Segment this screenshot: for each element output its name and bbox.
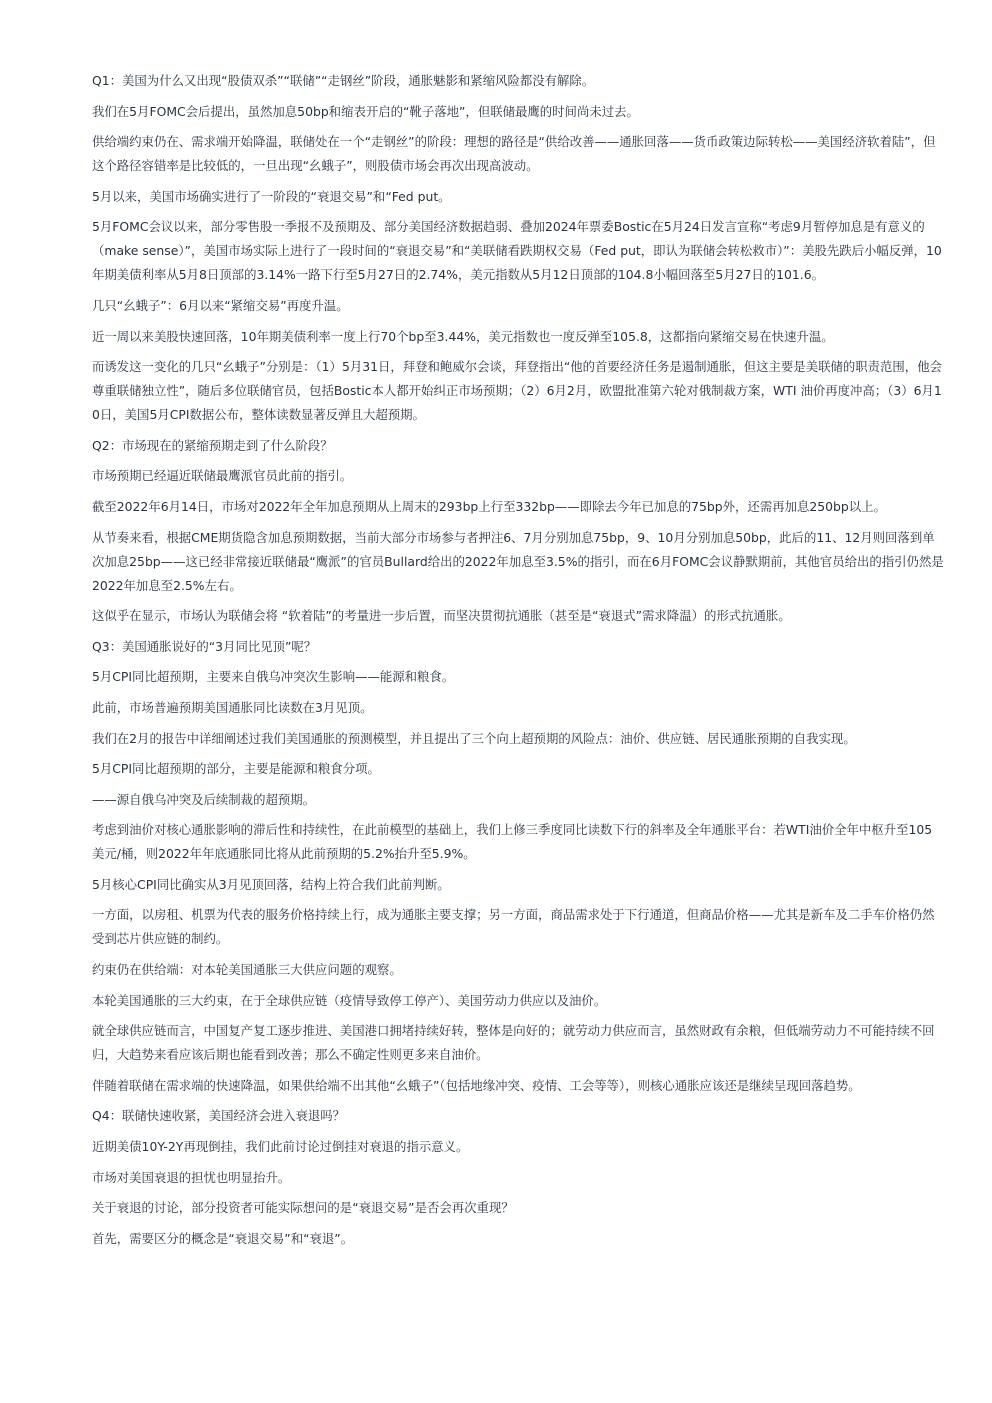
paragraph: 就全球供应链而言，中国复产复工逐步推进、美国港口拥堵持续好转，整体是向好的；就劳动力供应而言，虽然财政有余粮，但低端劳动力不可能持续不回归，大趋势来看应该后期也能看到改善；那么不确定性则更多来自油价。 <box>92 1023 935 1063</box>
paragraph: 首先，需要区分的概念是“衰退交易”和“衰退”。 <box>92 1230 354 1246</box>
paragraph: 5月FOMC会议以来，部分零售股一季报不及预期及、部分美国经济数据趋弱、叠加2024年票委Bostic在5月24日发言宣称“考虑9月暂停加息是有意义的（make sense）”，美国市场实际上进行了一段时间的“衰退交易”和“美联储看跌期权交易（Fed put，即认为联储会转松救市）”：美股先跌后小幅反弹，10年期美债利率从5月8日顶部的3.14%一路下行至5月27日的2.74%，美元指数从5月12日顶部的104.8小幅回落至5月27日的101.6。 <box>92 219 942 283</box>
paragraph: 5月CPI同比超预期的部分，主要是能源和粮食分项。 <box>92 761 380 777</box>
paragraph: 市场预期已经逼近联储最鹰派官员此前的指引。 <box>92 468 353 484</box>
paragraph: 本轮美国通胀的三大约束，在于全球供应链（疫情导致停工停产）、美国劳动力供应以及油价。 <box>92 992 607 1008</box>
paragraph: 近一周以来美股快速回落，10年期美债利率一度上行70个bp至3.44%，美元指数也一度反弹至105.8，这都指向紧缩交易在快速升温。 <box>92 328 834 344</box>
question-heading-q4: Q4：联储快速收紧，美国经济会进入衰退吗？ <box>92 1108 346 1124</box>
question-heading-q1: Q1：美国为什么又出现“股债双杀”“联储”“走钢丝”阶段，通胀魅影和紧缩风险都没有解除。 <box>92 73 595 88</box>
paragraph: 约束仍在供给端：对本轮美国通胀三大供应问题的观察。 <box>92 962 402 978</box>
paragraph: 市场对美国衰退的担忧也明显抬升。 <box>92 1169 291 1185</box>
paragraph: ——源自俄乌冲突及后续制裁的超预期。 <box>92 791 316 807</box>
document-body <box>92 69 944 1257</box>
paragraph: 我们在5月FOMC会后提出，虽然加息50bp和缩表开启的“靴子落地”，但联储最鹰的时间尚未过去。 <box>92 103 639 119</box>
paragraph: 关于衰退的讨论，部分投资者可能实际想问的是“衰退交易”是否会再次重现？ <box>92 1200 514 1216</box>
paragraph: 5月CPI同比超预期，主要来自俄乌冲突次生影响——能源和粮食。 <box>92 669 455 685</box>
paragraph: 供给端约束仍在、需求端开始降温，联储处在一个“走钢丝”的阶段：理想的路径是“供给改善——通胀回落——货币政策边际转松——美国经济软着陆”，但这个路径容错率是比较低的，一旦出现“幺蛾子”，则股债市场会再次出现高波动。 <box>92 134 936 174</box>
paragraph: 考虑到油价对核心通胀影响的滞后性和持续性，在此前模型的基础上，我们上修三季度同比读数下行的斜率及全年通胀平台：若WTI油价全年中枢升至105美元/桶，则2022年年底通胀同比将从此前预期的5.2%抬升至5.9%。 <box>92 822 933 862</box>
question-heading-q3: Q3：美国通胀说好的“3月同比见顶”呢？ <box>92 638 317 654</box>
paragraph: 5月以来，美国市场确实进行了一阶段的“衰退交易”和“Fed put。 <box>92 188 451 204</box>
paragraph: 5月核心CPI同比确实从3月见顶回落，结构上符合我们此前判断。 <box>92 876 450 892</box>
paragraph: 近期美债10Y-2Y再现倒挂，我们此前讨论过倒挂对衰退的指示意义。 <box>92 1139 469 1155</box>
paragraph: 一方面，以房租、机票为代表的服务价格持续上行，成为通胀主要支撑；另一方面，商品需求处于下行通道，但商品价格——尤其是新车及二手车价格仍然受到芯片供应链的制约。 <box>92 907 935 947</box>
paragraph: 而诱发这一变化的几只“幺蛾子”分别是：（1）5月31日，拜登和鲍威尔会谈，拜登指出“他的首要经济任务是遏制通胀，但这主要是美联储的职责范围，他会尊重联储独立性”，随后多位联储官员，包括Bostic本人都开始纠正市场预期；（2）6月2月，欧盟批准第六轮对俄制裁方案，WTI 油价再度冲高；（3）6月10日，美国5月CPI数据公布，整体读数显著反弹且大超预期。 <box>92 359 942 423</box>
paragraph: 这似乎在显示，市场认为联储会将 “软着陆”的考量进一步后置，而坚决贯彻抗通胀（甚至是“衰退式”需求降温）的形式抗通胀。 <box>92 608 791 624</box>
paragraph: 几只“幺蛾子”：6月以来“紧缩交易”再度升温。 <box>92 297 349 313</box>
paragraph: 截至2022年6月14日，市场对2022年全年加息预期从上周末的293bp上行至332bp——即除去今年已加息的75bp外，还需再加息250bp以上。 <box>92 498 886 514</box>
paragraph: 从节奏来看，根据CME期货隐含加息预期数据，当前大部分市场参与者押注6、7月分别加息75bp，9、10月分别加息50bp，此后的11、12月则回落到单次加息25bp——这已经非常接近联储最“鹰派”的官员Bullard给出的2022年加息至3.5%的指引，而在6月FOMC会议静默期前，其他官员给出的指引仍然是2022年加息至2.5%左右。 <box>92 529 944 593</box>
question-heading-q2: Q2：市场现在的紧缩预期走到了什么阶段？ <box>92 437 333 453</box>
paragraph: 我们在2月的报告中详细阐述过我们美国通胀的预测模型，并且提出了三个向上超预期的风险点：油价、供应链、居民通胀预期的自我实现。 <box>92 730 856 746</box>
paragraph: 伴随着联储在需求端的快速降温，如果供给端不出其他“幺蛾子”（包括地缘冲突、疫情、工会等等），则核心通胀应该还是继续呈现回落趋势。 <box>92 1077 861 1093</box>
paragraph: 此前，市场普遍预期美国通胀同比读数在3月见顶。 <box>92 699 373 715</box>
